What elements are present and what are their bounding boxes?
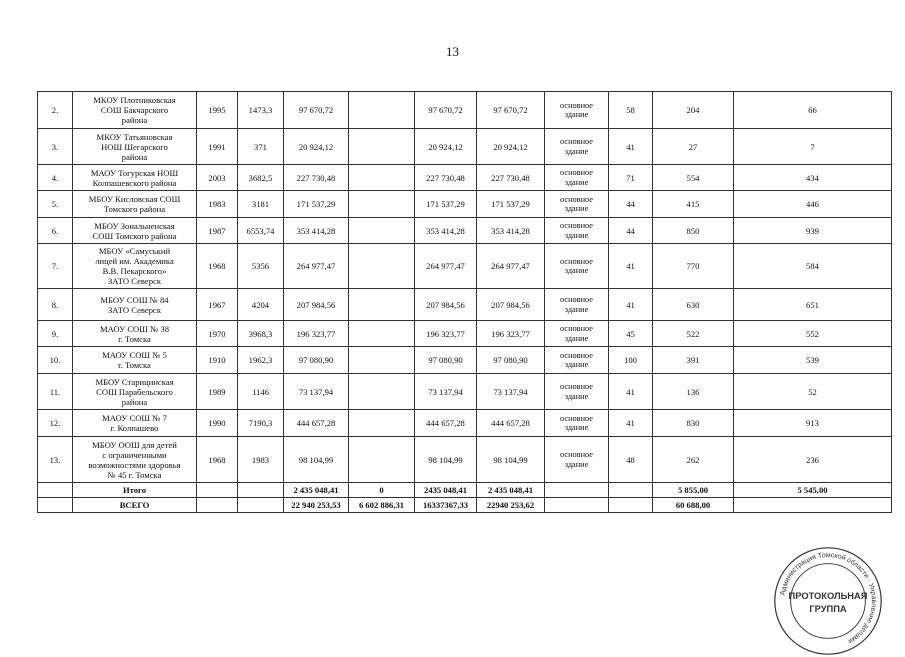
protocol-group-stamp bbox=[772, 545, 884, 657]
total-cost: 98 104,99 bbox=[284, 437, 349, 483]
floor-area: 3682,5 bbox=[238, 165, 284, 191]
count-2: 415 bbox=[653, 191, 734, 218]
school-name: МАОУ СОШ № 5 г. Томска bbox=[73, 347, 197, 374]
total-row bbox=[38, 483, 892, 498]
municipal-cost: 171 537,29 bbox=[477, 191, 545, 218]
building-note: основное здание bbox=[545, 289, 609, 321]
regional-cost: 196 323,77 bbox=[415, 321, 477, 347]
municipal-cost: 22940 253,62 bbox=[477, 498, 545, 513]
count-2: 554 bbox=[653, 165, 734, 191]
count-2: 5 855,00 bbox=[653, 483, 734, 498]
federal-cost bbox=[349, 218, 415, 244]
table-row bbox=[38, 347, 892, 374]
count-1: 48 bbox=[609, 437, 653, 483]
building-note: основное здание bbox=[545, 347, 609, 374]
federal-cost bbox=[349, 165, 415, 191]
total-cost: 97 080,90 bbox=[284, 347, 349, 374]
count-3: 7 bbox=[734, 129, 892, 165]
row-number: 13. bbox=[38, 437, 73, 483]
table-row bbox=[38, 321, 892, 347]
federal-cost bbox=[349, 289, 415, 321]
count-2: 27 bbox=[653, 129, 734, 165]
count-3: 913 bbox=[734, 410, 892, 437]
build-year: 1968 bbox=[197, 437, 238, 483]
table-row bbox=[38, 129, 892, 165]
count-3: 5 545,00 bbox=[734, 483, 892, 498]
regional-cost: 97 080,90 bbox=[415, 347, 477, 374]
count-3: 52 bbox=[734, 374, 892, 410]
building-note: основное здание bbox=[545, 92, 609, 129]
row-number: 10. bbox=[38, 347, 73, 374]
page-number: 13 bbox=[446, 44, 459, 59]
total-blank bbox=[197, 483, 238, 498]
total-cost: 20 924,12 bbox=[284, 129, 349, 165]
municipal-cost: 196 323,77 bbox=[477, 321, 545, 347]
count-2: 630 bbox=[653, 289, 734, 321]
floor-area: 1146 bbox=[238, 374, 284, 410]
table-row bbox=[38, 191, 892, 218]
total-cost: 264 977,47 bbox=[284, 244, 349, 289]
table-row bbox=[38, 289, 892, 321]
regional-cost: 97 670,72 bbox=[415, 92, 477, 129]
regional-cost: 20 924,12 bbox=[415, 129, 477, 165]
building-note: основное здание bbox=[545, 437, 609, 483]
federal-cost bbox=[349, 437, 415, 483]
regional-cost: 2435 048,41 bbox=[415, 483, 477, 498]
total-label: ВСЕГО bbox=[73, 498, 197, 513]
count-3: 236 bbox=[734, 437, 892, 483]
floor-area: 3181 bbox=[238, 191, 284, 218]
build-year: 1968 bbox=[197, 244, 238, 289]
regional-cost: 227 730,48 bbox=[415, 165, 477, 191]
build-year: 1967 bbox=[197, 289, 238, 321]
row-number: 5. bbox=[38, 191, 73, 218]
floor-area: 5356 bbox=[238, 244, 284, 289]
count-1: 44 bbox=[609, 191, 653, 218]
federal-cost bbox=[349, 321, 415, 347]
building-note: основное здание bbox=[545, 410, 609, 437]
build-year: 1991 bbox=[197, 129, 238, 165]
floor-area: 371 bbox=[238, 129, 284, 165]
build-year: 2003 bbox=[197, 165, 238, 191]
building-note: основное здание bbox=[545, 374, 609, 410]
row-number: 8. bbox=[38, 289, 73, 321]
school-name: МБОУ СОШ № 84 ЗАТО Северск bbox=[73, 289, 197, 321]
regional-cost: 353 414,28 bbox=[415, 218, 477, 244]
count-1: 100 bbox=[609, 347, 653, 374]
building-note: основное здание bbox=[545, 191, 609, 218]
floor-area: 1473,3 bbox=[238, 92, 284, 129]
row-number: 6. bbox=[38, 218, 73, 244]
federal-cost bbox=[349, 374, 415, 410]
count-1: 44 bbox=[609, 218, 653, 244]
row-number: 9. bbox=[38, 321, 73, 347]
school-name: МБОУ Зональненская СОШ Томского района bbox=[73, 218, 197, 244]
floor-area: 1983 bbox=[238, 437, 284, 483]
school-name: МАОУ СОШ № 38 г. Томска bbox=[73, 321, 197, 347]
total-blank bbox=[38, 483, 73, 498]
count-1: 41 bbox=[609, 410, 653, 437]
regional-cost: 16337367,33 bbox=[415, 498, 477, 513]
total-blank bbox=[38, 498, 73, 513]
count-3: 651 bbox=[734, 289, 892, 321]
stamp-ring-text: Администрация Томской области · Управление делами bbox=[779, 552, 877, 645]
count-2: 262 bbox=[653, 437, 734, 483]
total-cost: 227 730,48 bbox=[284, 165, 349, 191]
count-1: 71 bbox=[609, 165, 653, 191]
municipal-cost: 444 657,28 bbox=[477, 410, 545, 437]
municipal-cost: 98 104,99 bbox=[477, 437, 545, 483]
build-year: 1987 bbox=[197, 218, 238, 244]
school-name: МБОУ ООШ для детей с ограниченными возможностями здоровья № 45 г. Томска bbox=[73, 437, 197, 483]
count-1: 41 bbox=[609, 289, 653, 321]
regional-cost: 98 104,99 bbox=[415, 437, 477, 483]
build-year: 1990 bbox=[197, 410, 238, 437]
count-2: 60 688,00 bbox=[653, 498, 734, 513]
regional-cost: 264 977,47 bbox=[415, 244, 477, 289]
regional-cost: 444 657,28 bbox=[415, 410, 477, 437]
federal-cost: 6 602 886,31 bbox=[349, 498, 415, 513]
row-number: 11. bbox=[38, 374, 73, 410]
municipal-cost: 353 414,28 bbox=[477, 218, 545, 244]
municipal-cost: 97 670,72 bbox=[477, 92, 545, 129]
count-1: 41 bbox=[609, 244, 653, 289]
total-cost: 171 537,29 bbox=[284, 191, 349, 218]
building-note: основное здание bbox=[545, 165, 609, 191]
table-row bbox=[38, 218, 892, 244]
count-2: 850 bbox=[653, 218, 734, 244]
school-name: МАОУ СОШ № 7 г. Колпашево bbox=[73, 410, 197, 437]
row-number: 12. bbox=[38, 410, 73, 437]
table-row bbox=[38, 374, 892, 410]
count-3: 66 bbox=[734, 92, 892, 129]
count-3: 584 bbox=[734, 244, 892, 289]
total-row bbox=[38, 498, 892, 513]
building-note: основное здание bbox=[545, 244, 609, 289]
stamp-line1: ПРОТОКОЛЬНАЯ bbox=[788, 591, 868, 602]
row-number: 2. bbox=[38, 92, 73, 129]
build-year: 1983 bbox=[197, 191, 238, 218]
municipal-cost: 20 924,12 bbox=[477, 129, 545, 165]
total-blank bbox=[609, 498, 653, 513]
count-1: 58 bbox=[609, 92, 653, 129]
total-cost: 207 984,56 bbox=[284, 289, 349, 321]
school-name: МБОУ Старицинская СОШ Парабельского района bbox=[73, 374, 197, 410]
federal-cost: 0 bbox=[349, 483, 415, 498]
total-blank bbox=[238, 483, 284, 498]
total-cost: 444 657,28 bbox=[284, 410, 349, 437]
total-cost: 22 940 253,53 bbox=[284, 498, 349, 513]
regional-cost: 207 984,56 bbox=[415, 289, 477, 321]
municipal-cost: 227 730,48 bbox=[477, 165, 545, 191]
table-row bbox=[38, 410, 892, 437]
floor-area: 6553,74 bbox=[238, 218, 284, 244]
floor-area: 4204 bbox=[238, 289, 284, 321]
federal-cost bbox=[349, 347, 415, 374]
count-1: 45 bbox=[609, 321, 653, 347]
table-row bbox=[38, 437, 892, 483]
budget-table bbox=[37, 91, 892, 513]
count-2: 204 bbox=[653, 92, 734, 129]
count-3 bbox=[734, 498, 892, 513]
federal-cost bbox=[349, 191, 415, 218]
stamp-line2: ГРУППА bbox=[809, 604, 847, 615]
total-cost: 196 323,77 bbox=[284, 321, 349, 347]
build-year: 1989 bbox=[197, 374, 238, 410]
building-note: основное здание bbox=[545, 218, 609, 244]
federal-cost bbox=[349, 129, 415, 165]
count-1: 41 bbox=[609, 374, 653, 410]
count-3: 552 bbox=[734, 321, 892, 347]
building-note: основное здание bbox=[545, 129, 609, 165]
count-2: 770 bbox=[653, 244, 734, 289]
total-cost: 73 137,94 bbox=[284, 374, 349, 410]
total-blank bbox=[238, 498, 284, 513]
school-name: МБОУ Кисловская СОШ Томского района bbox=[73, 191, 197, 218]
municipal-cost: 264 977,47 bbox=[477, 244, 545, 289]
floor-area: 7190,3 bbox=[238, 410, 284, 437]
federal-cost bbox=[349, 92, 415, 129]
school-name: МАОУ Тогурская НОШ Колпашевского района bbox=[73, 165, 197, 191]
table-body bbox=[38, 92, 892, 513]
total-blank bbox=[609, 483, 653, 498]
build-year: 1970 bbox=[197, 321, 238, 347]
total-blank bbox=[545, 483, 609, 498]
municipal-cost: 2 435 048,41 bbox=[477, 483, 545, 498]
school-name: МКОУ Плотниковская СОШ Бакчарского района bbox=[73, 92, 197, 129]
federal-cost bbox=[349, 244, 415, 289]
municipal-cost: 207 984,56 bbox=[477, 289, 545, 321]
count-2: 136 bbox=[653, 374, 734, 410]
count-2: 391 bbox=[653, 347, 734, 374]
municipal-cost: 73 137,94 bbox=[477, 374, 545, 410]
row-number: 7. bbox=[38, 244, 73, 289]
count-2: 830 bbox=[653, 410, 734, 437]
table-row bbox=[38, 92, 892, 129]
build-year: 1995 bbox=[197, 92, 238, 129]
school-name: МБОУ «Самуський лицей им. Академика В.В. Пекарского» ЗАТО Северск bbox=[73, 244, 197, 289]
count-2: 522 bbox=[653, 321, 734, 347]
table-row bbox=[38, 244, 892, 289]
total-cost: 97 670,72 bbox=[284, 92, 349, 129]
municipal-cost: 97 080,90 bbox=[477, 347, 545, 374]
total-blank bbox=[545, 498, 609, 513]
total-blank bbox=[197, 498, 238, 513]
total-cost: 353 414,28 bbox=[284, 218, 349, 244]
federal-cost bbox=[349, 410, 415, 437]
count-3: 434 bbox=[734, 165, 892, 191]
floor-area: 3968,3 bbox=[238, 321, 284, 347]
regional-cost: 171 537,29 bbox=[415, 191, 477, 218]
row-number: 4. bbox=[38, 165, 73, 191]
total-label: Итого bbox=[73, 483, 197, 498]
count-1: 41 bbox=[609, 129, 653, 165]
regional-cost: 73 137,94 bbox=[415, 374, 477, 410]
build-year: 1910 bbox=[197, 347, 238, 374]
table-row bbox=[38, 165, 892, 191]
row-number: 3. bbox=[38, 129, 73, 165]
count-3: 939 bbox=[734, 218, 892, 244]
total-cost: 2 435 048,41 bbox=[284, 483, 349, 498]
count-3: 446 bbox=[734, 191, 892, 218]
floor-area: 1962,3 bbox=[238, 347, 284, 374]
building-note: основное здание bbox=[545, 321, 609, 347]
count-3: 539 bbox=[734, 347, 892, 374]
school-name: МКОУ Татьяновская НОШ Шегарского района bbox=[73, 129, 197, 165]
